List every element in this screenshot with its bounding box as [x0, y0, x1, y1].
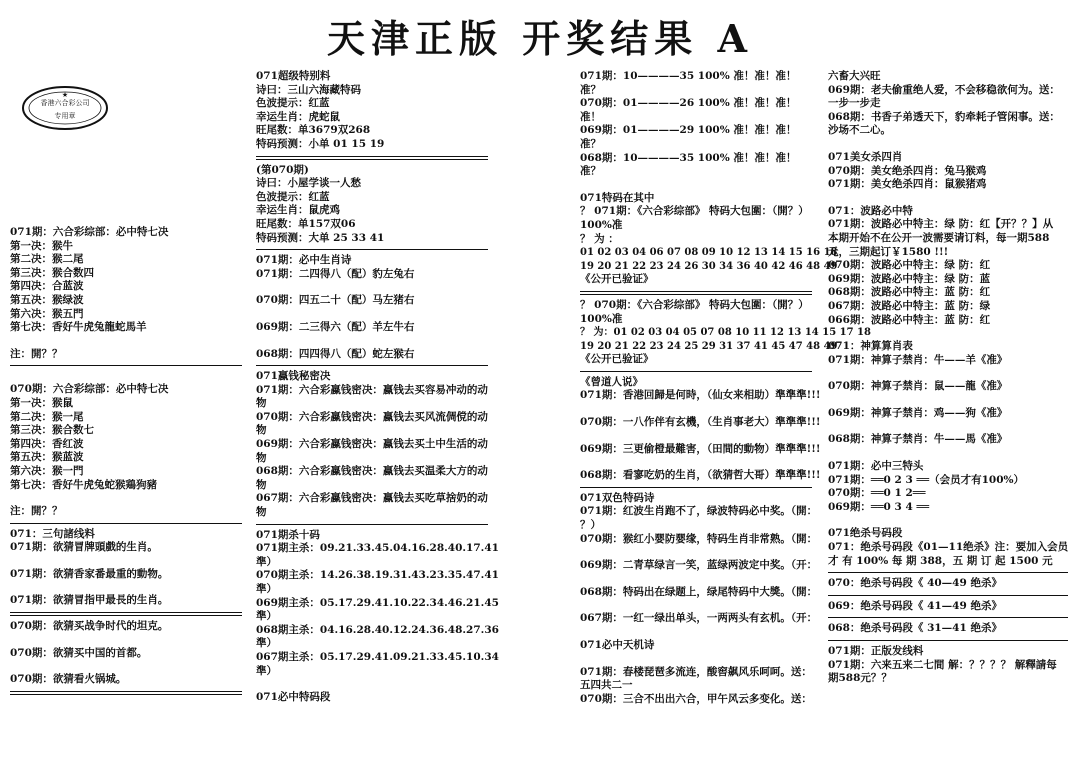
col1-block2 — [10, 383, 242, 492]
text-line: 070期：三合不出出六合，甲午风云多变化。送： — [580, 692, 812, 705]
section-heading: 071蠃钱秘密决 — [256, 370, 331, 383]
col4-block7 — [828, 577, 1068, 636]
col2-block3 — [256, 254, 488, 361]
divider — [828, 640, 1068, 641]
text-line: 071期：波路必中特主：绿 防：红【开？？】从 — [828, 218, 1054, 231]
text-line: 物 — [256, 506, 267, 519]
svg-text:专用章: 专用章 — [54, 112, 76, 120]
text-line: 准？ — [580, 83, 601, 96]
number-list: 01 02 03 04 06 07 08 09 10 12 13 14 15 16 18 — [580, 247, 838, 259]
section-heading: 071期杀十码 — [256, 528, 320, 541]
text-line: 068：绝杀号码段《 31—41 绝杀》 — [828, 622, 1002, 635]
divider — [828, 572, 1068, 573]
text-line: ？） — [580, 519, 601, 532]
text-line: 067期：波路必中特主：蓝 防：绿 — [828, 299, 991, 312]
col4-block3 — [828, 205, 1068, 327]
svg-text:香港六合彩公司: 香港六合彩公司 — [40, 99, 90, 107]
text-line: 特码预测：大单 25 33 41 — [256, 231, 385, 244]
text-line: 071期主杀：09.21.33.45.04.16.28.40.17.41 — [256, 542, 499, 555]
col4-block2 — [828, 151, 1068, 192]
col2-block4 — [256, 370, 488, 520]
section-heading: 071：波路必中特 — [828, 204, 913, 217]
text-line: 準） — [256, 583, 277, 595]
section-heading: 071绝杀号码段 — [828, 527, 903, 540]
divider — [256, 524, 488, 525]
text-line: 第六决：猴一門 — [10, 464, 84, 477]
text-line: 幸运生肖：虎蛇鼠 — [256, 110, 340, 123]
divider — [10, 691, 242, 695]
svg-text:★: ★ — [61, 91, 69, 99]
text-line: 071期：必中三特头 — [828, 460, 924, 473]
text-line: (第070期) — [256, 163, 309, 176]
text-line: 第五决：猴蓝波 — [10, 451, 84, 464]
section-heading: 071特码在其中 — [580, 191, 655, 204]
number-list: 19 20 21 22 23 24 25 29 31 37 41 45 47 48 49 — [580, 340, 838, 352]
text-line: 旺尾数：单157双06 — [256, 217, 356, 230]
text-line: 067期主杀：05.17.29.41.09.21.33.45.10.34 — [256, 650, 499, 663]
text-line: 準） — [256, 664, 277, 677]
text-line: 068期：波路必中特主：蓝 防：红 — [828, 286, 991, 299]
number-list: ？ 为：01 02 03 04 05 07 08 10 11 12 13 14 15 17 18 — [580, 327, 871, 339]
section-heading: 071双色特码诗 — [580, 491, 655, 504]
text-line: 068期：四四得八（配）蛇左猴右 — [256, 347, 415, 360]
col4-block5 — [828, 460, 1068, 514]
section-heading: 六畜大兴旺 — [828, 70, 881, 82]
section-heading: 071必中特码段 — [256, 691, 331, 704]
text-line: ？ 为 ： — [580, 232, 619, 245]
text-line: 《公开已验证》 — [580, 273, 654, 286]
text-line: 诗曰：小屋学谈一人愁 — [256, 177, 361, 190]
number-list: 19 20 21 22 23 24 26 30 34 36 40 42 46 48 49 — [580, 260, 838, 272]
text-line: 准？ — [580, 165, 601, 178]
text-line: 旺尾数：单3679双268 — [256, 124, 371, 137]
text-line: 第二决：猴二尾 — [10, 253, 84, 266]
text-line: 067期：一红一绿出单头，一两两头有玄机。（开： — [580, 612, 818, 625]
col1-block3 — [10, 528, 242, 608]
section-heading: 071期：必中生肖诗 — [256, 254, 352, 267]
text-line: 069期：══0 3 4 ══ — [828, 500, 930, 513]
text-line: 第六决：猴五門 — [10, 307, 84, 320]
text-line: 068期：六合彩蠃钱密决：蠃钱去买温柔大方的动 — [256, 465, 488, 478]
text-line: 色波提示：红蓝 — [256, 97, 330, 110]
text-line: 068期：书香子弟透天下，豹牵耗子管闲事。送： — [828, 110, 1060, 123]
text-line: 071期：六合彩综部：必中特七决 — [10, 226, 169, 238]
col2-block2 — [256, 164, 488, 246]
text-line: 第五决：猴绿波 — [10, 293, 84, 306]
text-line: 準） — [256, 637, 277, 650]
text-line: 071期：红波生肖跑不了，绿波特码必中奖。（開： — [580, 505, 818, 518]
text-line: 第二决：猴一尾 — [10, 410, 84, 423]
text-line: 第七决：香好牛虎兔龍蛇馬羊 — [10, 321, 147, 334]
text-line: 准？ — [580, 137, 601, 150]
col4-block1 — [828, 70, 1068, 138]
divider — [580, 371, 812, 372]
text-line: 071期：神算子禁肖：牛——羊《准》 — [828, 353, 1008, 366]
divider — [10, 612, 242, 616]
text-line: 物 — [256, 478, 267, 491]
col2-block5 — [256, 528, 499, 679]
text-line: 本期开始不在公开一波需要请订料，每一期588 — [828, 231, 1050, 244]
text-line: 第一决：猴鼠 — [10, 396, 73, 409]
text-line: 071期：二四得八（配）豹左兔右 — [256, 267, 415, 280]
text-line: 071期：══0 2 3 ══（会员才有100%） — [828, 473, 1024, 486]
col3-block4 — [580, 375, 821, 483]
text-line: 準） — [256, 555, 277, 568]
text-line: 069期：二三得六（配）羊左牛右 — [256, 320, 415, 333]
text-line: 070：绝杀号码段《 40—49 绝杀》 — [828, 577, 1002, 590]
col3-block6 — [580, 639, 812, 706]
text-line: 幸运生肖：鼠虎鸡 — [256, 204, 340, 217]
text-line: 071期：10————35 100% 准！准！准！ — [580, 70, 797, 82]
note-text: 注：開？？ — [10, 347, 63, 360]
column-4 — [828, 70, 1068, 686]
col3-block1 — [580, 70, 812, 179]
text-line: 第四决：香红波 — [10, 437, 84, 450]
text-line: 069期：六合彩蠃钱密决：蠃钱去买土中生活的动 — [256, 438, 488, 451]
text-line: 第一决：猴牛 — [10, 239, 73, 252]
text-line: 沙场不二心。 — [828, 124, 891, 137]
col4-block8 — [828, 645, 1068, 686]
text-line: ？ 070期：《六合彩综部》 特码大包圍：（開？） — [580, 298, 809, 311]
divider — [828, 617, 1068, 618]
text-line: 070期：一八作伴有玄機，（生肖事老大）準準準!!! — [580, 416, 821, 429]
text-line: 071期：欲猜香家番最重的動物。 — [10, 567, 169, 580]
text-line: 《公开已验证》 — [580, 353, 654, 366]
text-line: 069期：波路必中特主：绿 防：蓝 — [828, 272, 991, 285]
divider — [10, 365, 242, 366]
text-line: 准！ — [580, 110, 601, 123]
text-line: 069期：01————29 100% 准！准！准！ — [580, 124, 797, 137]
col4-block4 — [828, 340, 1068, 447]
text-line: 才 有 100% 每 期 388，五 期 订 起 1500 元 — [828, 554, 1053, 567]
text-line: 070期：波路必中特主：绿 防：红 — [828, 259, 991, 272]
col3-block2 — [580, 191, 838, 287]
text-line: 第四决：合蓝波 — [10, 280, 84, 293]
text-line: 070期：六合彩蠃钱密决：蠃钱去买风流倜傥的动 — [256, 410, 488, 423]
text-line: 071期：六来五来二七間 解：？？？？ 解釋請每 — [828, 658, 1057, 671]
section-heading: 071：神算算肖表 — [828, 340, 913, 353]
text-line: 068期：特码出在绿题上，绿尾特码中大獎。（開： — [580, 585, 818, 598]
text-line: 五四共二一 — [580, 679, 633, 692]
text-line: 069期：二青草绿言一笑，蓝绿两波定中奖。（开： — [580, 559, 818, 572]
text-line: 期588元？？ — [828, 672, 892, 685]
text-line: 070期：猴红小婴防婴缘，特码生肖非常熟。（開： — [580, 532, 818, 545]
text-line: 色波提示：红蓝 — [256, 190, 330, 203]
col1-block4 — [10, 620, 242, 687]
text-line: 069期：三更偷橙最難害，（田間的動物）準準準!!! — [580, 442, 821, 455]
text-line: 诗曰：三山六海藏特码 — [256, 83, 361, 96]
text-line: 071期：欲猜冒牌頭戲的生肖。 — [10, 541, 158, 554]
text-line: 物 — [256, 451, 267, 464]
text-line: 100%准 — [580, 218, 623, 231]
text-line: 068期：看寥吃奶的生肖，（欲猜哲大哥）準準準!!! — [580, 469, 821, 482]
text-line: 第七决：香好牛虎兔蛇猴鶏狗豬 — [10, 478, 157, 491]
text-line: 066期：波路必中特主：蓝 防：红 — [828, 313, 991, 326]
text-line: 070期：六合彩综部：必中特七决 — [10, 383, 169, 396]
note-text: 注：開？？ — [10, 505, 63, 518]
text-line: 071期：六合彩蠃钱密决：蠃钱去买容易冲动的动 — [256, 383, 488, 396]
divider — [828, 595, 1068, 596]
text-line: 071期：香港回歸是何時，（仙女来相助）準準準!!! — [580, 389, 821, 402]
column-2 — [256, 70, 499, 705]
text-line: 第三决：猴合数四 — [10, 266, 94, 279]
text-line: 一步一步走 — [828, 97, 881, 110]
text-line: 069期：老夫偷重绝人爱，不会移稳欲何为。送： — [828, 83, 1060, 96]
text-line: 070期：01————26 100% 准！准！准！ — [580, 97, 797, 110]
text-line: 070期：欲猜买中国的首都。 — [10, 646, 148, 659]
text-line: 準） — [256, 610, 277, 623]
text-line: 068期：10————35 100% 准！准！准！ — [580, 151, 797, 164]
text-line: 070期：四五二十（配）马左猪右 — [256, 294, 415, 307]
text-line: 068期主杀：04.16.28.40.12.24.36.48.27.36 — [256, 623, 499, 636]
text-line: 第三决：猴合数七 — [10, 424, 94, 437]
text-line: 物 — [256, 424, 267, 437]
text-line: 070期：══0 1 2══ — [828, 487, 926, 500]
divider — [256, 156, 488, 160]
text-line: 元，三期起订￥1580 !!! — [828, 245, 949, 258]
section-heading: 071必中天机诗 — [580, 639, 655, 651]
divider — [580, 291, 812, 295]
text-line: 069：绝杀号码段《 41—49 绝杀》 — [828, 599, 1002, 612]
divider — [256, 365, 488, 366]
divider — [256, 249, 488, 250]
text-line: 069期：神算子禁肖：鸡——狗《准》 — [828, 406, 1008, 419]
text-line: 071：三句諸线料 — [10, 527, 95, 540]
text-line: ？ 071期：《六合彩综部》 特码大包圍：（開？） — [580, 205, 809, 218]
text-line: 070期：美女绝杀四肖：兔马猴鸡 — [828, 164, 987, 177]
text-line: 071：绝杀号码段《01—11绝杀》注：要加入会员 — [828, 541, 1069, 554]
col2-block1 — [256, 70, 488, 152]
col1-block1 — [10, 226, 242, 335]
page-title: 天津正版 开奖结果 A — [327, 16, 753, 61]
text-line: 物 — [256, 397, 267, 410]
column-1 — [10, 70, 242, 699]
section-heading: 《曾道人说》 — [580, 375, 643, 388]
col4-block6 — [828, 527, 1068, 568]
section-heading: 071期：正版发线料 — [828, 645, 924, 657]
text-line: 071期：欲猜冒指甲最長的生肖。 — [10, 594, 169, 607]
section-heading: 071美女杀四肖 — [828, 150, 903, 163]
text-line: 071超级特别料 — [256, 70, 331, 82]
text-line: 067期：六合彩蠃钱密决：蠃钱去买吃草捨奶的动 — [256, 492, 488, 505]
text-line: 070期主杀：14.26.38.19.31.43.23.35.47.41 — [256, 569, 499, 582]
text-line: 071期：春楼琵琶多流连，酸窖飙风乐呵呵。送： — [580, 665, 812, 678]
text-line: 特码预测：小单 01 15 19 — [256, 137, 385, 150]
text-line: 068期：神算子禁肖：牛——馬《准》 — [828, 433, 1008, 446]
divider — [580, 487, 812, 488]
text-line: 070期：欲猜看火锅城。 — [10, 673, 127, 686]
text-line: 100%准 — [580, 312, 623, 325]
text-line: 070期：神算子禁肖：鼠——龍《准》 — [828, 380, 1008, 393]
text-line: 070期：欲猜买战争时代的坦克。 — [10, 620, 169, 633]
divider — [10, 523, 242, 524]
text-line: 071期：美女绝杀四肖：鼠猴猪鸡 — [828, 178, 987, 191]
col3-block5 — [580, 491, 818, 626]
text-line: 069期主杀：05.17.29.41.10.22.34.46.21.45 — [256, 596, 499, 609]
